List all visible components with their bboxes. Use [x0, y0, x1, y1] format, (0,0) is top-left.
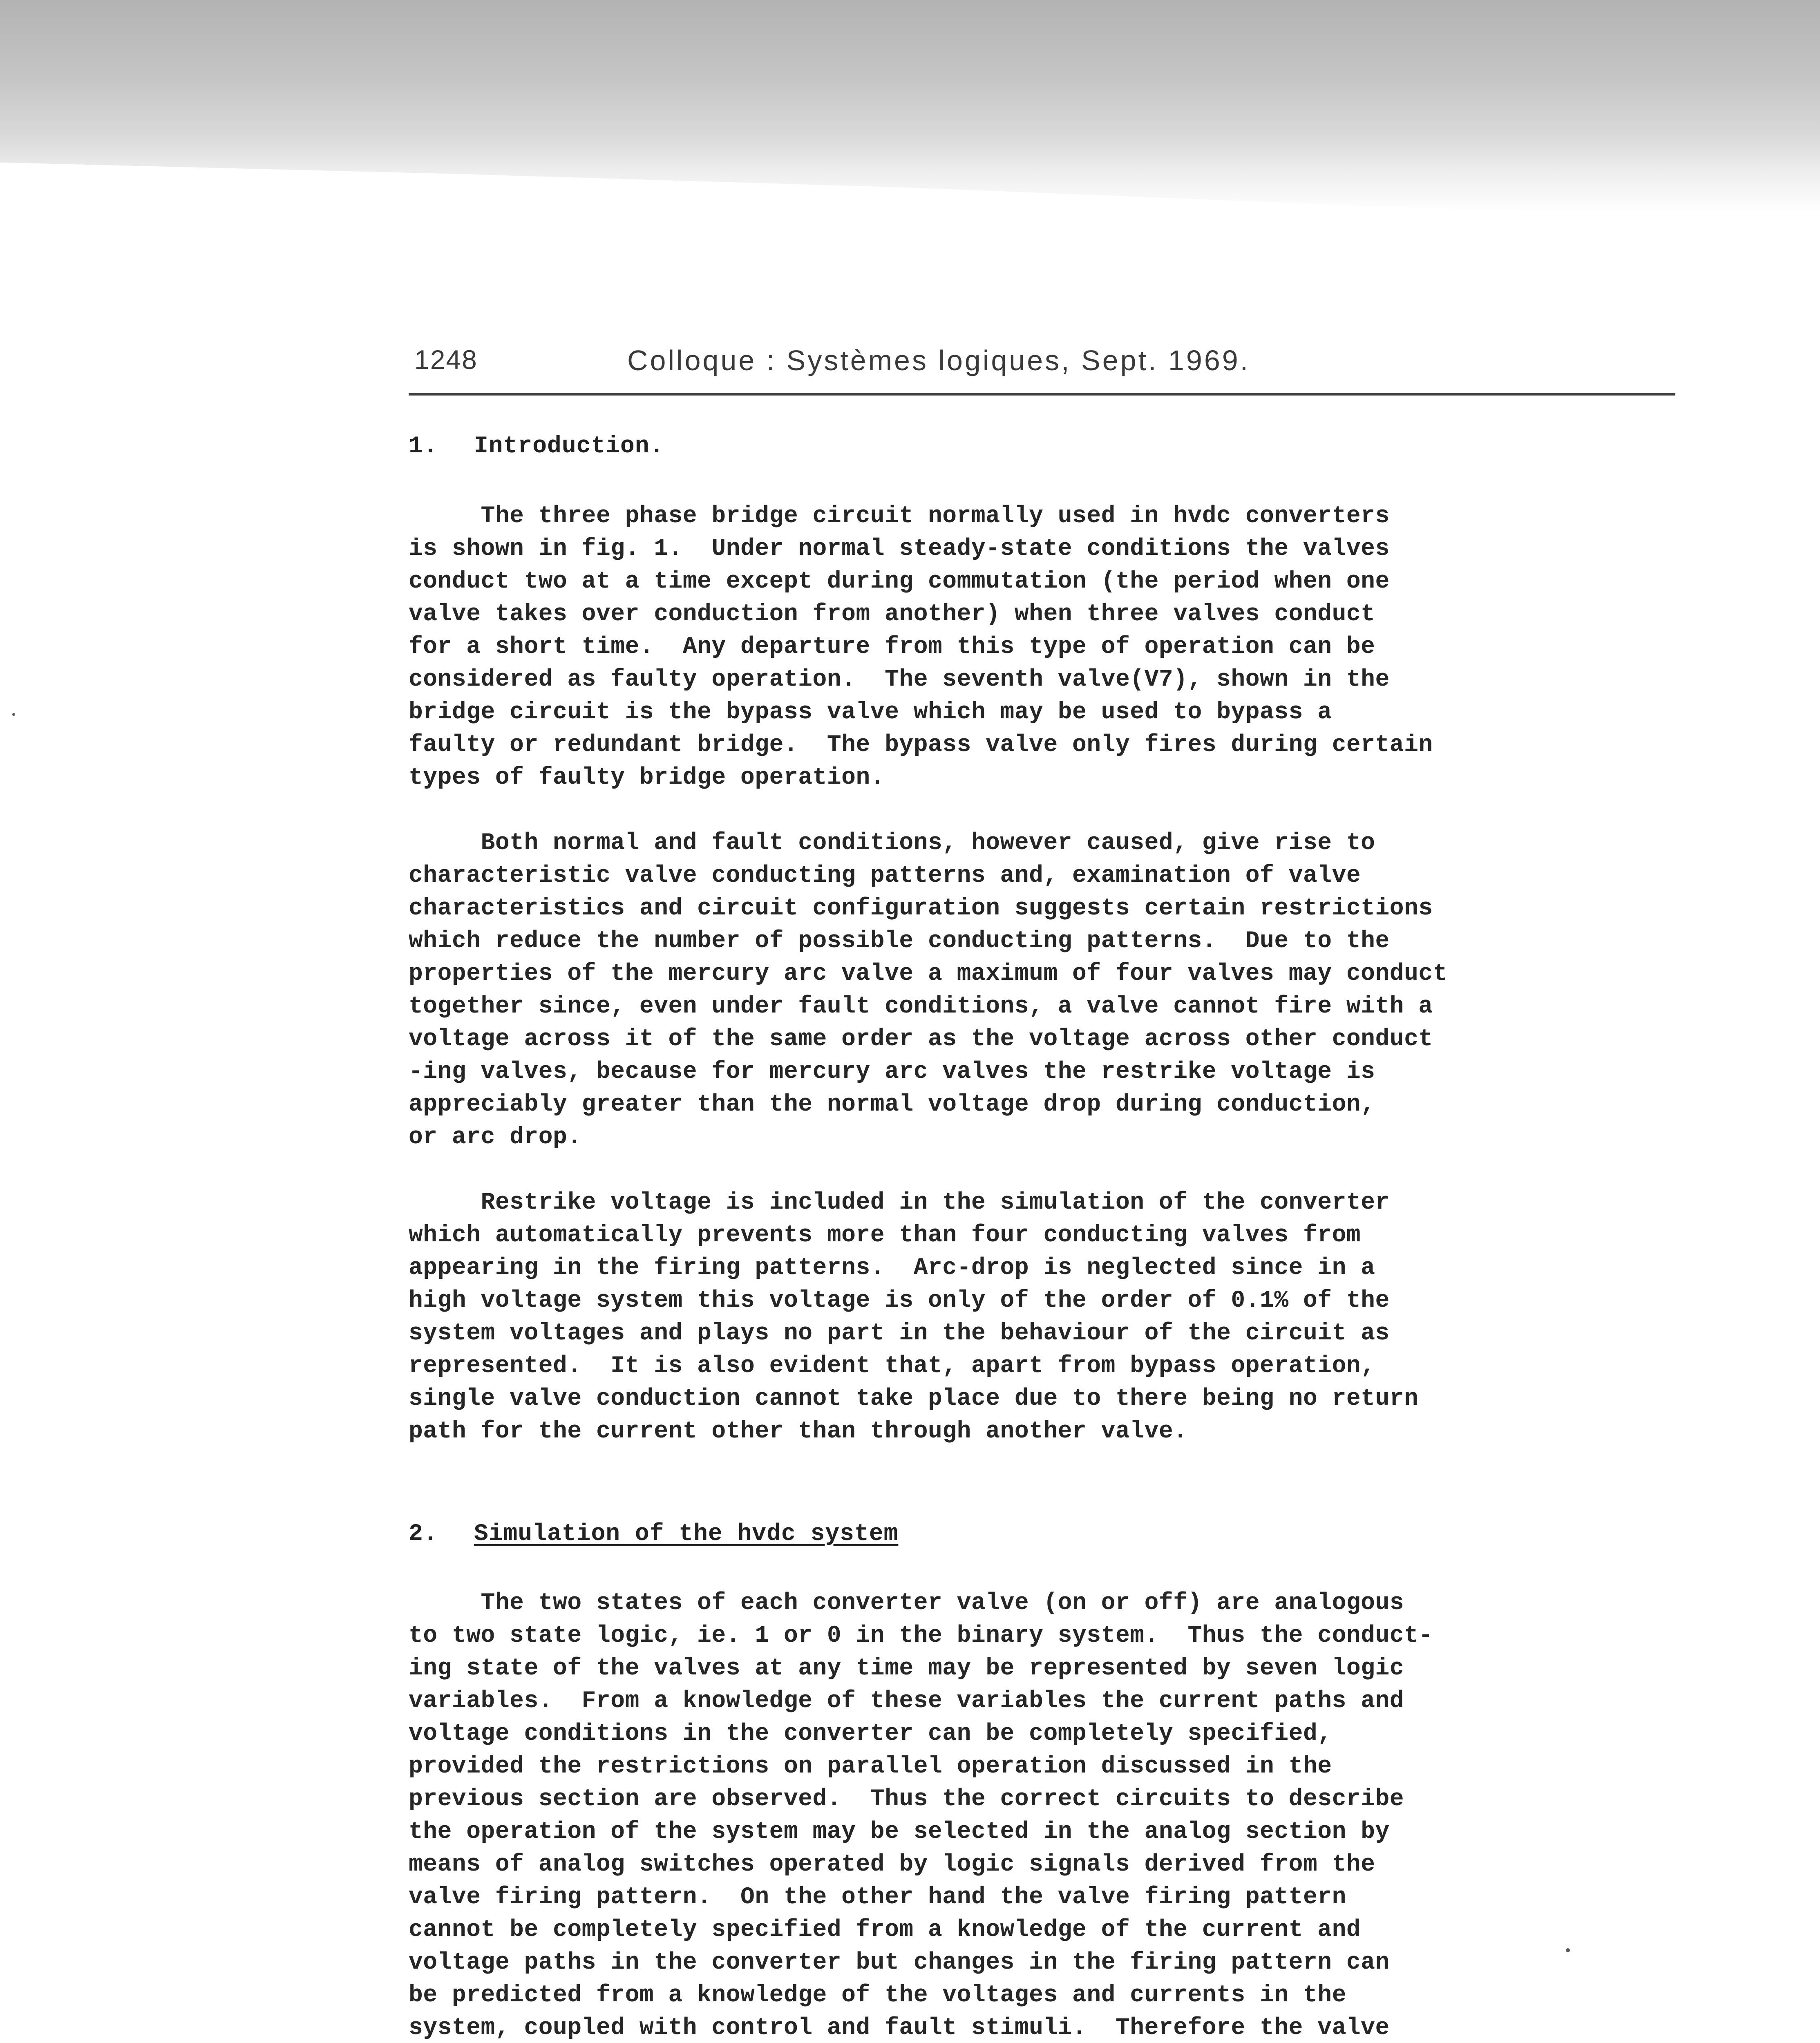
paragraph-conducting-patterns: Both normal and fault conditions, however caused, give rise to characteristic valve conducting patterns and, examination of valve characteristics and circuit configuration suggests certain restrictions which reduce the number of possible conducting patterns. Due to the properties of the mercury arc valve a maximum of four valves may conduct together since, even under fault conditions, a valve cannot fire with a voltage across it of the same order as the voltage across other conduct -ing valves, because for mercury arc valves the restrike voltage is appreciably greater than the normal voltage drop during conduction, or arc drop. [409, 830, 1448, 1151]
section-title: Simulation of the hvdc system [474, 1521, 899, 1547]
section-title: Introduction. [474, 433, 664, 460]
section-number: 2. [409, 1521, 438, 1547]
scan-speck [1566, 1948, 1570, 1952]
paragraph-bridge-circuit: The three phase bridge circuit normally used in hvdc converters is shown in fig. 1. Under normal steady-state conditions the valves conduct two at a time except during commutation (the period when one valve takes over conduction from another) when three valves conduct for a short time. Any departure from this type of operation can be considered as faulty operation. The seventh valve(V7), shown in the bridge circuit is the bypass valve which may be used to bypass a faulty or redundant bridge. The bypass valve only fires during certain types of faulty bridge operation. [409, 503, 1433, 791]
scan-speck [12, 713, 15, 716]
paragraph-restrike-voltage: Restrike voltage is included in the simulation of the converter which automatically prevents more than four conducting valves from appearing in the firing patterns. Arc-drop is neglected since in a high voltage system this voltage is only of the order of 0.1% of the system voltages and plays no part in the behaviour of the circuit as represented. It is also evident that, apart from bypass operation, single valve conduction cannot take place due to there being no return path for the current other than through another valve. [409, 1189, 1419, 1445]
section-number: 1. [409, 433, 438, 460]
scan-shadow-band [0, 0, 1820, 229]
paragraph-two-state-logic: The two states of each converter valve (on or off) are analogous to two state logic, ie. 1 or 0 in the binary system. Thus the conduct- ing state of the valves at any time may be represented by seven logic variables. From a knowledge of these variables the current paths and voltage conditions in the converter can be completely specified, provided the restrictions on parallel operation discussed in the previous section are observed. Thus the correct circuits to describe the operation of the system may be selected in the analog section by means of analog switches operated by logic signals derived from the valve firing pattern. On the other hand the valve firing pattern cannot be completely specified from a knowledge of the current and voltage paths in the converter but changes in the firing pattern can be predicted from a knowledge of the voltages and currents in the system, coupled with control and fault stimuli. Therefore the valve [409, 1590, 1433, 2041]
running-title: Colloque : Systèmes logiques, Sept. 1969. [627, 344, 1250, 376]
page-number: 1248 [414, 344, 478, 375]
section-heading-introduction [409, 433, 664, 460]
section-heading-simulation [409, 1521, 898, 1547]
page-header [409, 336, 1675, 396]
